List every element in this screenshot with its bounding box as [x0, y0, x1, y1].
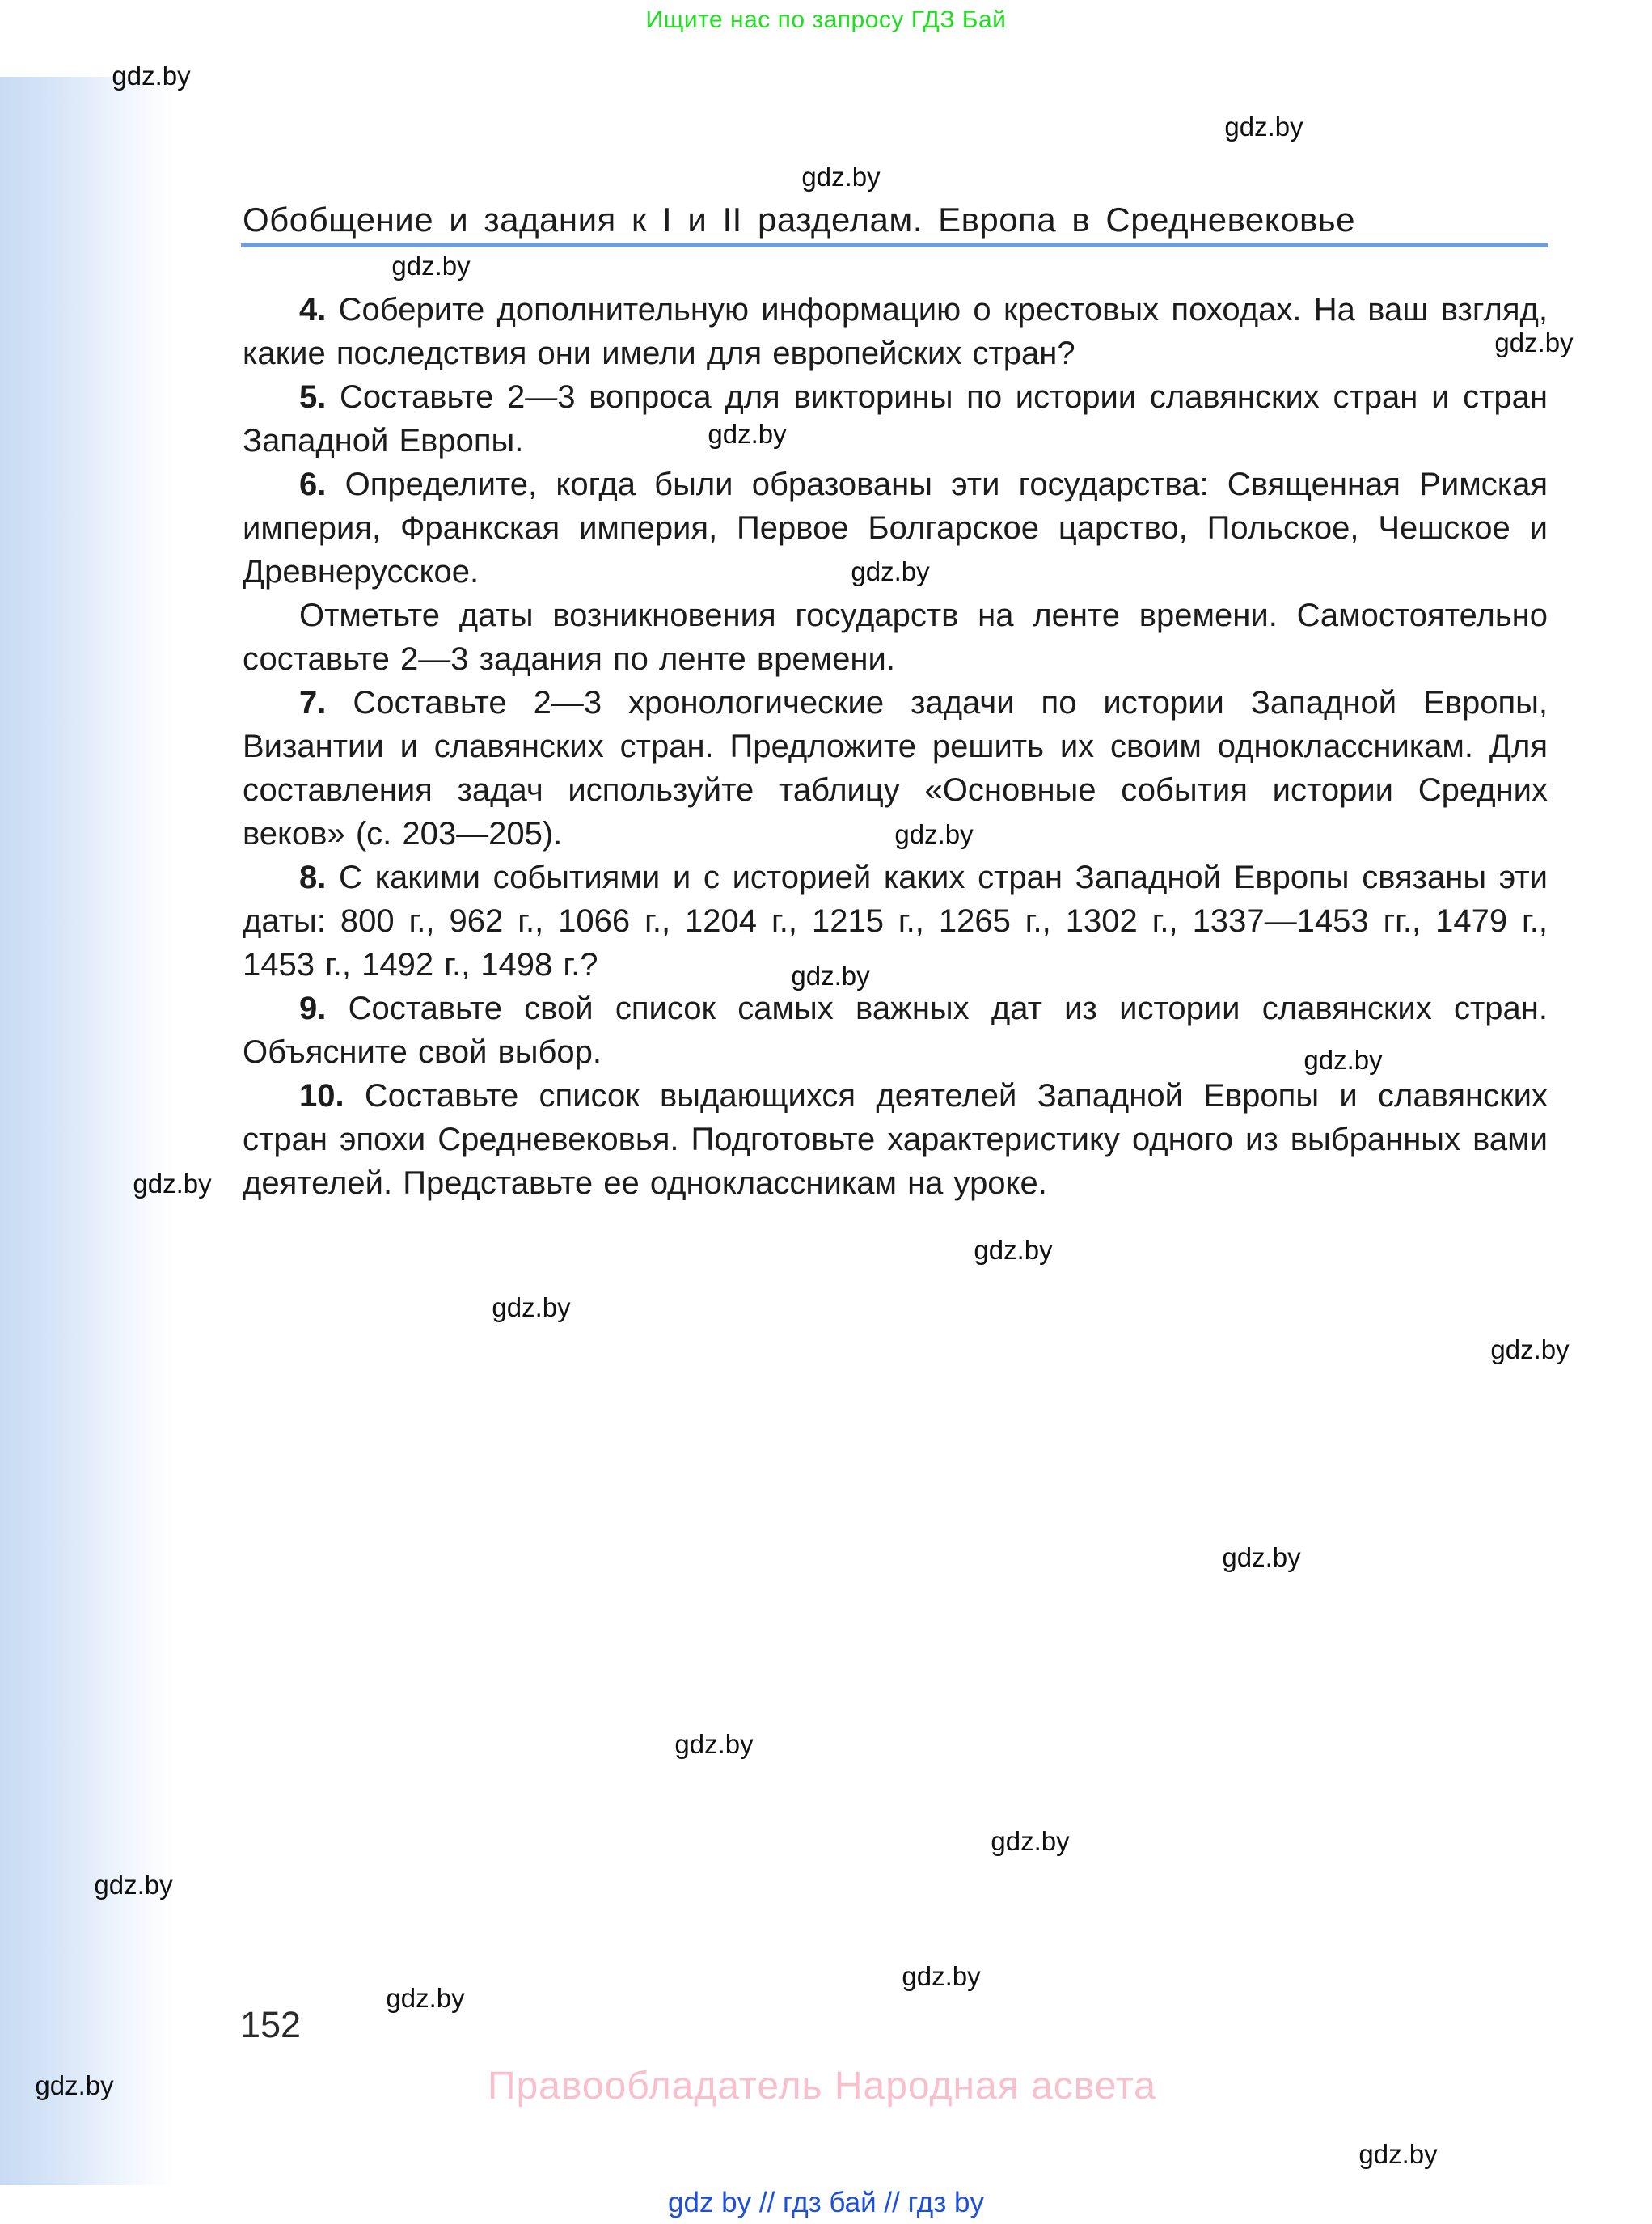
gdz-watermark: gdz.by [991, 1826, 1070, 1856]
gdz-watermark: gdz.by [492, 1292, 571, 1322]
gdz-watermark: gdz.by [1222, 1542, 1301, 1572]
copyright-notice: Правообладатель Народная асвета [488, 2065, 1156, 2108]
gdz-watermark: gdz.by [851, 556, 930, 586]
section-title: Обобщение и задания к I и II разделам. Европа в Средневековье [243, 201, 1356, 239]
task-paragraph-9: 9. Составьте свой список самых важных дат из истории славянских стран. Объясните свой выбор. [243, 991, 1548, 1070]
gdz-watermark: gdz.by [391, 251, 471, 281]
gdz-watermark: gdz.by [1358, 2139, 1438, 2169]
footer-links[interactable]: gdz by // гдз бай // гдз by [668, 2187, 984, 2218]
task-paragraph: Отметьте даты возникновения государств на ленте времени. Самостоятельно составьте 2—3 задания по ленте времени. [243, 598, 1548, 677]
page-number: 152 [240, 2004, 302, 2045]
task-number: 4. [299, 292, 327, 328]
task-paragraph-6: 6. Определите, когда были образованы эти государства: Священная Римская империя, Франкская империя, Первое Болгарское царство, Польское, Чешское и Древнерусское. [243, 467, 1548, 590]
gdz-watermark: gdz.by [791, 961, 870, 991]
gdz-watermark: gdz.by [386, 1983, 465, 2013]
task-number: 7. [299, 685, 327, 721]
task-paragraph-8: 8. С какими событиями и с историей каких стран Западной Европы связаны эти даты: 800 г., 962 г., 1066 г., 1204 г., 1215 г., 1265 г., 1302 г., 1337—1453 гг., 1479 г., 1453 г., 1492 г., 1498 г.? [243, 860, 1548, 983]
task-paragraph-7: 7. Составьте 2—3 хронологические задачи по истории Западной Европы, Византии и славянских стран. Предложите решить их своим одноклассникам. Для составления задач используйте таблицу «Основные события истории Средних веков» (с. 203—205). [243, 685, 1548, 852]
task-number: 6. [299, 467, 327, 502]
task-number: 10. [299, 1078, 344, 1114]
gdz-watermark: gdz.by [902, 1961, 981, 1991]
task-number: 5. [299, 379, 327, 415]
gdz-watermark: gdz.by [894, 819, 974, 849]
left-gradient-strip [0, 77, 174, 2185]
title-underline [241, 243, 1548, 247]
gdz-watermark: gdz.by [708, 419, 787, 449]
gdz-watermark: gdz.by [1224, 112, 1303, 142]
gdz-watermark: gdz.by [801, 162, 881, 192]
task-paragraph-10: 10. Составьте список выдающихся деятелей Западной Европы и славянских стран эпохи Средневековья. Подготовьте характеристику одного из выбранных вами деятелей. Представьте ее одноклассникам на уроке. [243, 1078, 1548, 1201]
gdz-watermark: gdz.by [112, 61, 191, 91]
gdz-watermark: gdz.by [35, 2070, 114, 2100]
task-paragraph-4: 4. Соберите дополнительную информацию о крестовых походах. На ваш взгляд, какие последствия они имели для европейских стран? [243, 292, 1548, 371]
task-number: 9. [299, 991, 327, 1026]
gdz-watermark: gdz.by [1303, 1045, 1383, 1075]
gdz-watermark: gdz.by [94, 1870, 173, 1900]
gdz-watermark: gdz.by [974, 1235, 1053, 1265]
task-number: 8. [299, 860, 327, 895]
gdz-watermark: gdz.by [1494, 328, 1574, 357]
gdz-watermark: gdz.by [133, 1169, 212, 1199]
gdz-watermark: gdz.by [1490, 1334, 1570, 1364]
gdz-watermark: gdz.by [674, 1729, 754, 1759]
task-paragraph-5: 5. Составьте 2—3 вопроса для викторины по истории славянских стран и стран Западной Европы. [243, 379, 1548, 459]
top-banner-text: Ищите нас по запросу ГДЗ Бай [645, 6, 1007, 33]
